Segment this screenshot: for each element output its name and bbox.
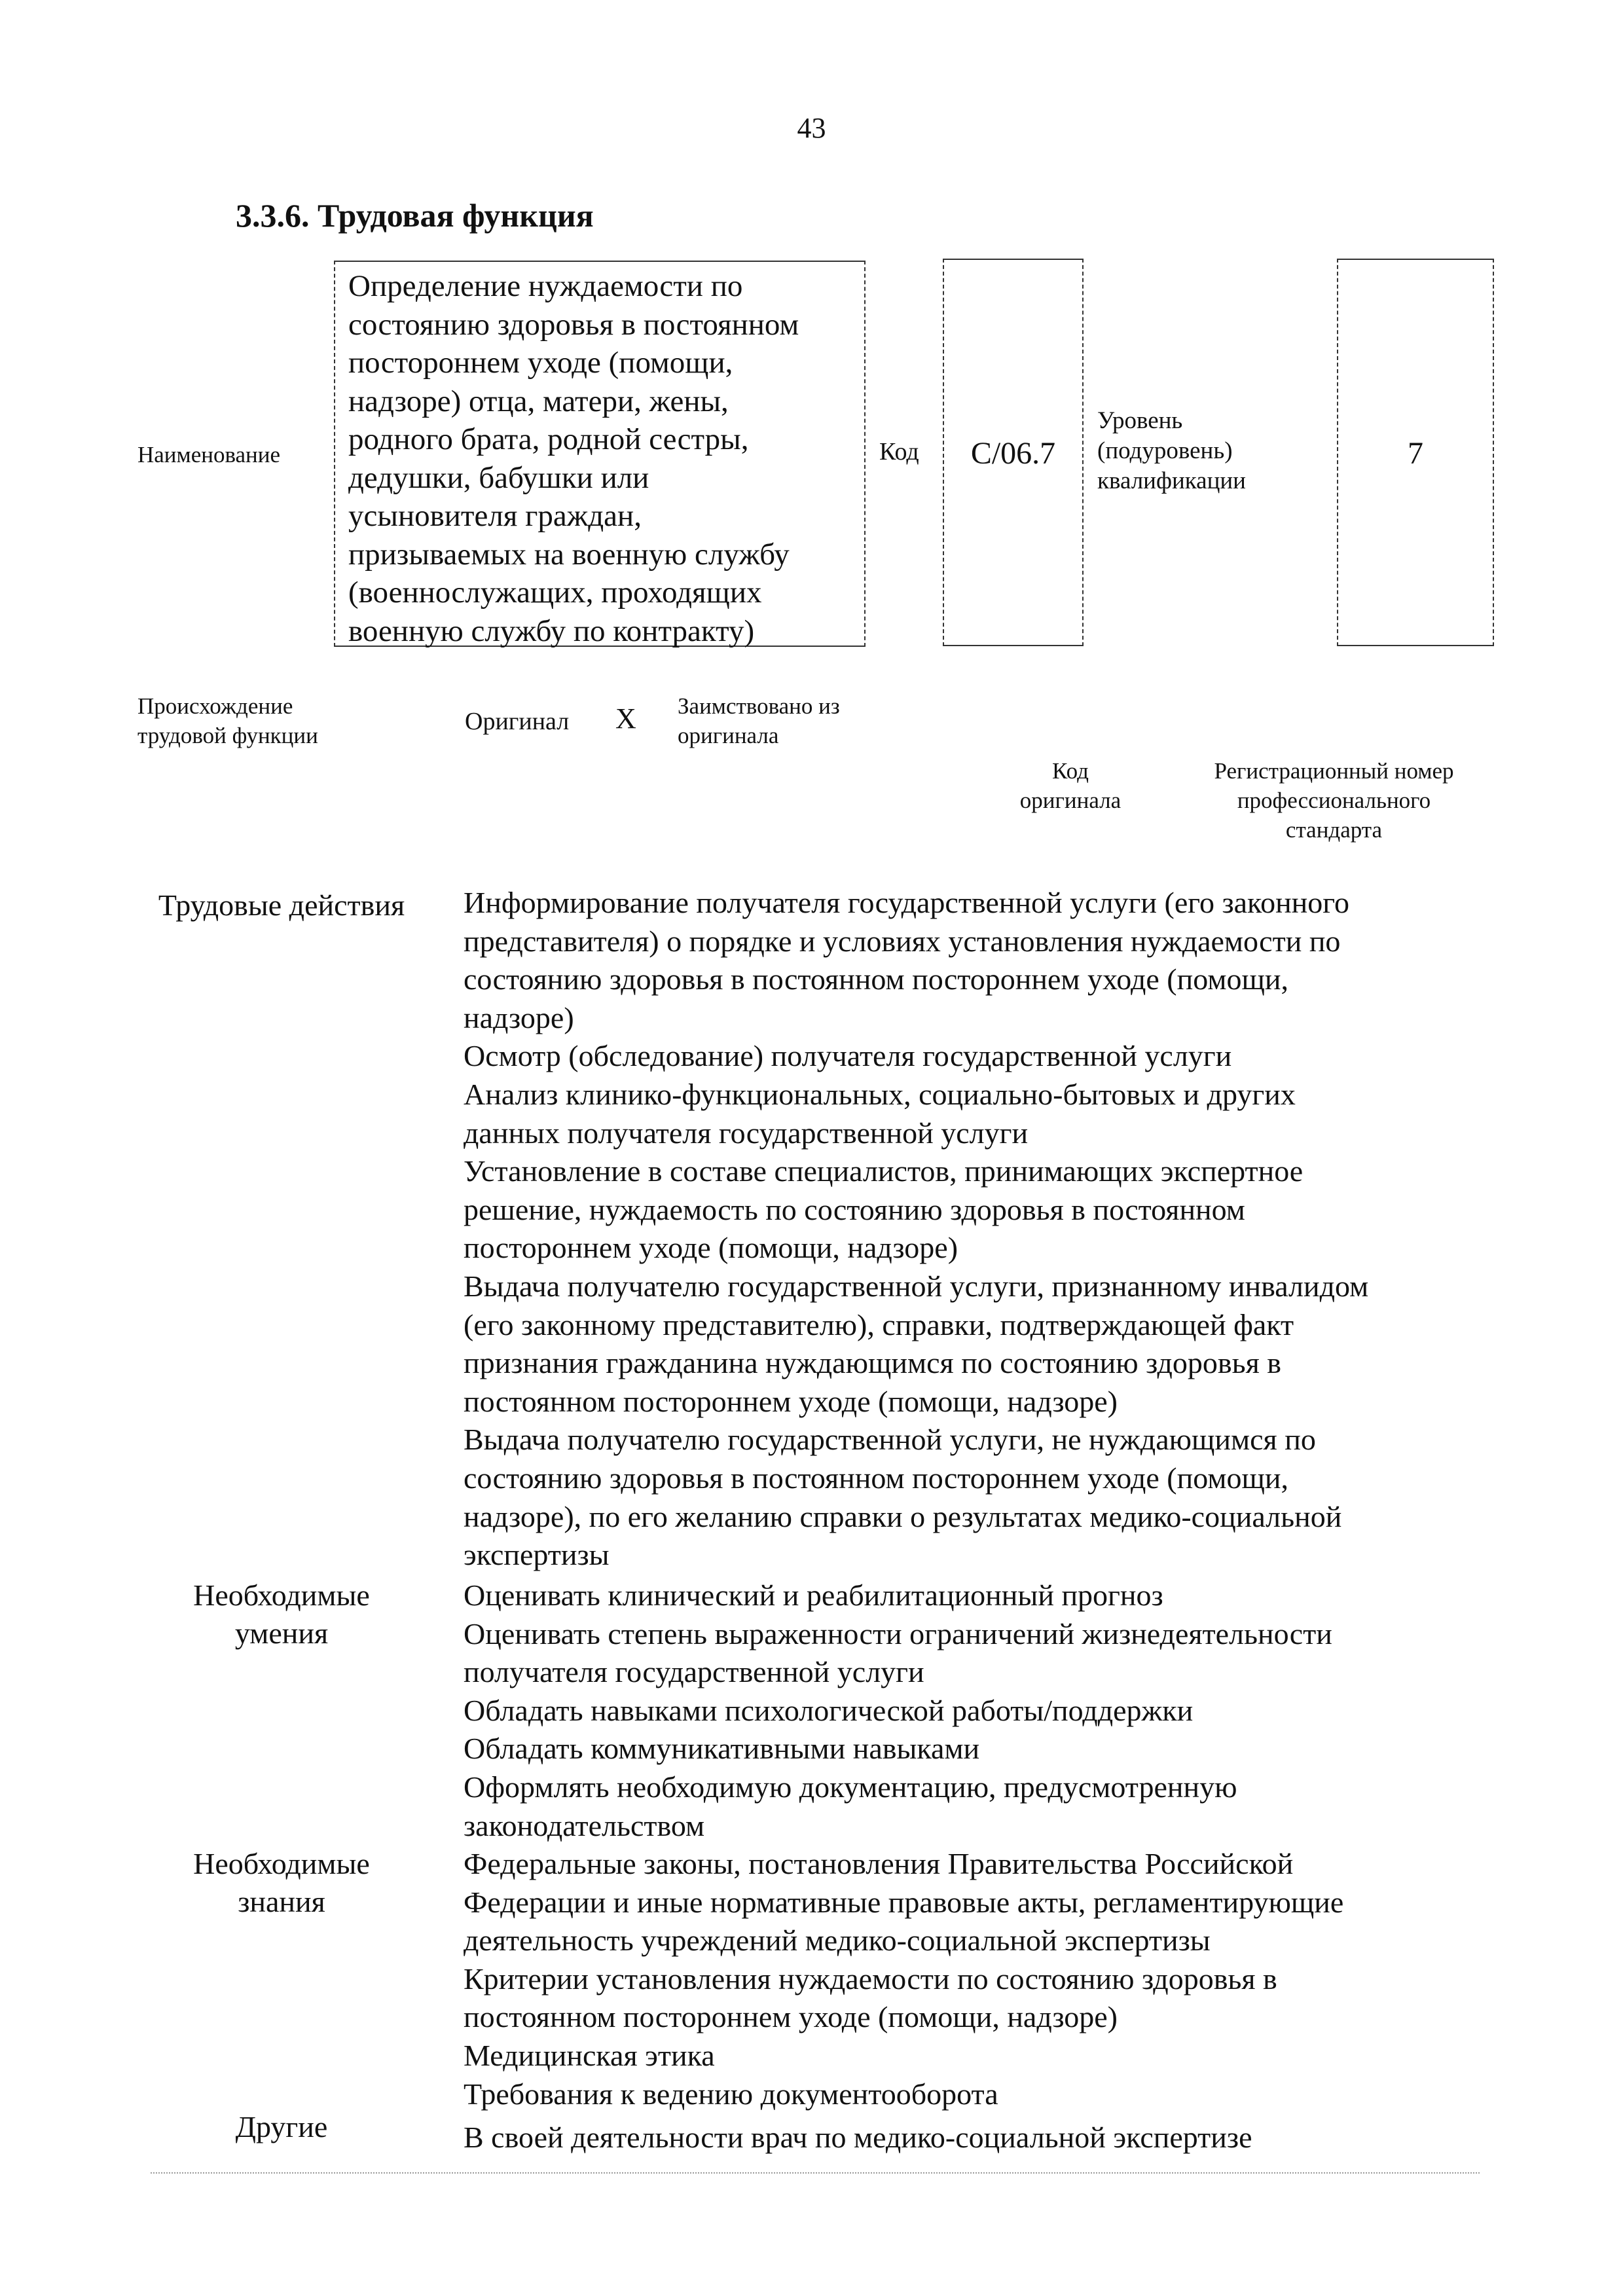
action-line: Выдача получателю государственной услуги, не нуждающимся по [464,1423,1316,1457]
function-name-line: родного брата, родной сестры, [348,422,749,456]
function-name-line: военную службу по контракту) [348,613,755,648]
function-name-line: Определение нуждаемости по [348,269,743,303]
knowledge-line: Федеральные законы, постановления Правительства Российской [464,1847,1294,1880]
page-cut-line [151,2172,1480,2174]
knowledge-line: Федерации и иные нормативные правовые акты, регламентирующие [464,1885,1344,1919]
action-line: Выдача получателю государственной услуги, признанному инвалидом [464,1269,1369,1303]
skill-line: Оценивать степень выраженности ограничений жизнедеятельности [464,1616,1332,1650]
actions-list [464,884,1498,1575]
knowledge-label [144,1845,419,1921]
knowledge-list [464,1845,1498,2113]
other-line: В своей деятельности врач по медико-социальной экспертизе [464,2121,1252,2154]
actions-label-line: Трудовые действия [158,888,405,922]
knowledge-label-line: знания [238,1885,325,1918]
page-number: 43 [797,112,826,144]
action-line: постоянном постороннем уходе (помощи, надзоре) [464,1384,1118,1418]
level-value: 7 [1408,436,1423,471]
action-line: представителя) о порядке и условиях установления нуждаемости по [464,924,1341,958]
action-line: признания гражданина нуждающимся по состоянию здоровья в [464,1346,1281,1380]
code-original-label [1008,756,1133,815]
function-name-box [334,261,866,647]
code-original-line: оригинала [1019,788,1122,813]
skill-line: Обладать навыками психологической работы/поддержки [464,1693,1194,1727]
action-line: решение, нуждаемость по состоянию здоровья в постоянном [464,1192,1245,1226]
action-line: состоянию здоровья в постоянном постороннем уходе (помощи, [464,1461,1288,1495]
origin-borrowed-line: оригинала [678,723,779,748]
level-label-line: (подуровень) [1097,437,1233,464]
origin-label [137,691,318,750]
knowledge-line: Критерии установления нуждаемости по состоянию здоровья в [464,1961,1277,1995]
skills-list [464,1576,1498,1845]
function-name-line: надзоре) отца, матери, жены, [348,384,729,418]
action-line: Установление в составе специалистов, принимающих экспертное [464,1154,1304,1188]
action-line: Осмотр (обследование) получателя государственной услуги [464,1039,1232,1073]
name-label: Наименование [137,442,281,467]
registration-number-line: Регистрационный номер [1214,758,1454,784]
knowledge-line: постоянном постороннем уходе (помощи, надзоре) [464,2000,1118,2034]
action-line: надзоре) [464,1000,574,1034]
knowledge-label-line: Необходимые [193,1847,370,1880]
action-line: экспертизы [464,1538,610,1572]
skills-label-line: Необходимые [193,1578,370,1612]
origin-label-line: Происхождение [137,693,293,719]
code-original-line: Код [1052,758,1089,784]
origin-original-mark: X [615,702,636,735]
skills-label [144,1576,419,1652]
action-line: данных получателя государственной услуги [464,1116,1029,1150]
action-line: состоянию здоровья в постоянном постороннем уходе (помощи, [464,962,1288,996]
other-label [144,2108,419,2146]
registration-number-line: стандарта [1285,817,1383,843]
function-name-line: усыновителя граждан, [348,499,642,533]
actions-label [144,886,419,924]
knowledge-line: Медицинская этика [464,2038,715,2072]
origin-borrowed-line: Заимствовано из [678,693,840,719]
level-label-line: Уровень [1097,407,1183,434]
knowledge-line: Требования к ведению документооборота [464,2077,998,2111]
skill-line: Оценивать клинический и реабилитационный прогноз [464,1578,1163,1612]
level-label-line: квалификации [1097,467,1246,494]
skills-label-line: умения [234,1616,329,1650]
function-name-line: призываемых на военную службу [348,537,790,572]
action-line: Анализ клинико-функциональных, социально-бытовых и других [464,1077,1296,1111]
skill-line: получателя государственной услуги [464,1655,924,1689]
action-line: надзоре), по его желанию справки о результатах медико-социальной [464,1499,1342,1533]
section-title: 3.3.6. Трудовая функция [236,197,594,234]
action-line: постороннем уходе (помощи, надзоре) [464,1231,958,1265]
function-name-line: состоянию здоровья в постоянном [348,307,799,342]
skill-line: Обладать коммуникативными навыками [464,1732,980,1766]
code-label: Код [879,438,919,465]
origin-label-line: трудовой функции [137,723,318,748]
registration-number-line: профессионального [1237,788,1431,813]
level-label [1097,406,1246,496]
function-name-line: постороннем уходе (помощи, [348,346,733,380]
registration-number-label [1182,756,1486,845]
skill-line: законодательством [464,1808,705,1842]
code-value: С/06.7 [970,436,1056,471]
action-line: Информирование получателя государственной услуги (его законного [464,886,1350,919]
function-name-line: дедушки, бабушки или [348,460,649,495]
origin-borrowed-label [678,691,840,750]
origin-original-label: Оригинал [465,708,570,735]
knowledge-line: деятельность учреждений медико-социальной экспертизы [464,1923,1211,1958]
other-list [464,2119,1498,2157]
action-line: (его законному представителю), справки, подтверждающей факт [464,1307,1294,1341]
other-label-line: Другие [235,2110,328,2143]
function-name-line: (военнослужащих, проходящих [348,575,762,610]
skill-line: Оформлять необходимую документацию, предусмотренную [464,1770,1237,1804]
